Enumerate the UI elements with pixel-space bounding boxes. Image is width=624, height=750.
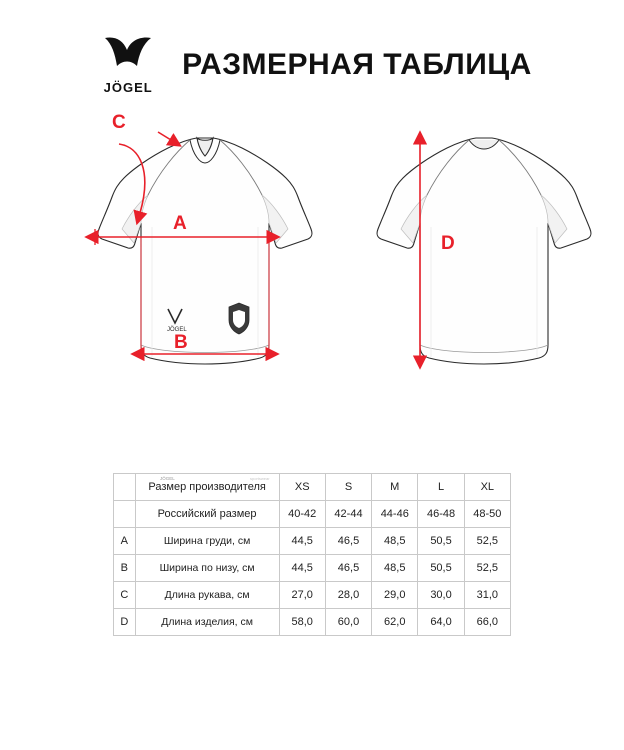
- row-value: 40-42: [279, 501, 325, 528]
- row-value: 30,0: [418, 582, 464, 609]
- brand-logo: [92, 34, 164, 95]
- row-value: 52,5: [464, 555, 510, 582]
- page-title: РАЗМЕРНАЯ ТАБЛИЦА: [182, 47, 532, 81]
- header-size-m: M: [372, 474, 418, 501]
- row-value: 48,5: [372, 555, 418, 582]
- row-letter: [114, 501, 136, 528]
- hem-care-text: JÖGEL: [160, 476, 175, 481]
- size-table: [113, 473, 511, 636]
- row-value: 48-50: [464, 501, 510, 528]
- marker-d-label: D: [441, 233, 455, 254]
- row-value: 44,5: [279, 528, 325, 555]
- row-value: 46,5: [325, 528, 371, 555]
- row-value: 44,5: [279, 555, 325, 582]
- row-value: 48,5: [372, 528, 418, 555]
- row-name: Длина рукава, см: [135, 582, 279, 609]
- row-value: 28,0: [325, 582, 371, 609]
- row-letter: D: [114, 609, 136, 636]
- header-size-xs: XS: [279, 474, 325, 501]
- front-jersey: [98, 138, 312, 364]
- row-value: 44-46: [372, 501, 418, 528]
- row-value: 64,0: [418, 609, 464, 636]
- row-name: Ширина по низу, см: [135, 555, 279, 582]
- row-value: 66,0: [464, 609, 510, 636]
- back-jersey: [377, 138, 591, 364]
- size-table-body: [114, 474, 511, 636]
- row-value: 46-48: [418, 501, 464, 528]
- table-row: [114, 555, 511, 582]
- diagram-svg: [0, 109, 624, 481]
- row-letter: C: [114, 582, 136, 609]
- header-size-xl: XL: [464, 474, 510, 501]
- row-value: 52,5: [464, 528, 510, 555]
- table-row: [114, 582, 511, 609]
- size-table-container: [113, 473, 511, 636]
- row-name: Ширина груди, см: [135, 528, 279, 555]
- marker-c-label: C: [112, 112, 126, 133]
- marker-a-label: A: [173, 213, 187, 234]
- marker-b-label: B: [174, 332, 188, 353]
- brand-name: JÖGEL: [103, 80, 153, 95]
- row-name: Российский размер: [135, 501, 279, 528]
- row-value: 46,5: [325, 555, 371, 582]
- row-value: 62,0: [372, 609, 418, 636]
- row-value: 29,0: [372, 582, 418, 609]
- row-value: 50,5: [418, 555, 464, 582]
- header-size-l: L: [418, 474, 464, 501]
- jogel-mark-icon: [101, 34, 155, 76]
- svg-text:JÖGEL: JÖGEL: [167, 327, 187, 333]
- row-name: Длина изделия, см: [135, 609, 279, 636]
- table-header-row: [114, 474, 511, 501]
- page-header: [0, 0, 624, 95]
- table-row: [114, 528, 511, 555]
- emblem-icon: [229, 303, 249, 334]
- row-value: 60,0: [325, 609, 371, 636]
- row-letter: A: [114, 528, 136, 555]
- row-value: 27,0: [279, 582, 325, 609]
- table-row: [114, 609, 511, 636]
- row-value: 50,5: [418, 528, 464, 555]
- hem-side-text: sportswear: [250, 476, 270, 481]
- row-letter: B: [114, 555, 136, 582]
- header-letter-cell: [114, 474, 136, 501]
- row-value: 31,0: [464, 582, 510, 609]
- header-size-s: S: [325, 474, 371, 501]
- row-value: 42-44: [325, 501, 371, 528]
- jersey-diagrams: [0, 109, 624, 481]
- row-value: 58,0: [279, 609, 325, 636]
- header-manufacturer-size: Размер производителя: [135, 474, 279, 501]
- table-row: [114, 501, 511, 528]
